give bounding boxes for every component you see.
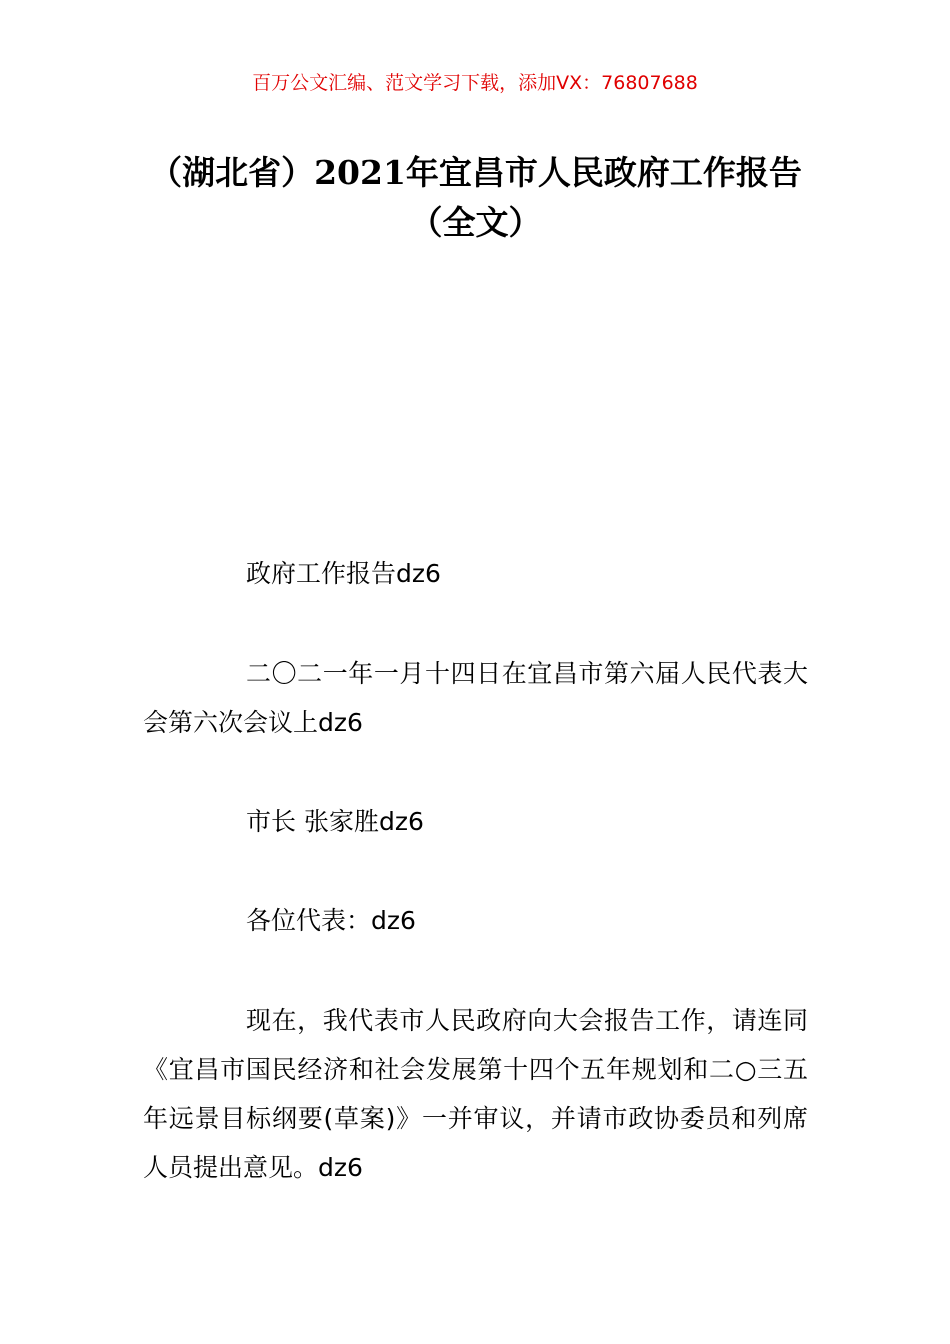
paragraph-date-meeting: 二〇二一年一月十四日在宜昌市第六届人民代表大会第六次会议上dz6 bbox=[143, 659, 808, 737]
paragraph-report-label: 政府工作报告dz6 bbox=[246, 559, 441, 588]
paragraph-mayor: 市长 张家胜dz6 bbox=[246, 807, 424, 836]
document-title: （湖北省）2021年宜昌市人民政府工作报告（全文） bbox=[149, 153, 802, 242]
paragraph-intro: 现在，我代表市人民政府向大会报告工作，请连同《宜昌市国民经济和社会发展第十四个五年规划和二○三五年远景目标纲要(草案)》一并审议，并请市政协委员和列席人员提出意见。dz6 bbox=[143, 1006, 808, 1182]
header-note: 百万公文汇编、范文学习下载，添加VX：76807688 bbox=[252, 72, 698, 94]
paragraph-salutation: 各位代表：dz6 bbox=[246, 906, 416, 935]
